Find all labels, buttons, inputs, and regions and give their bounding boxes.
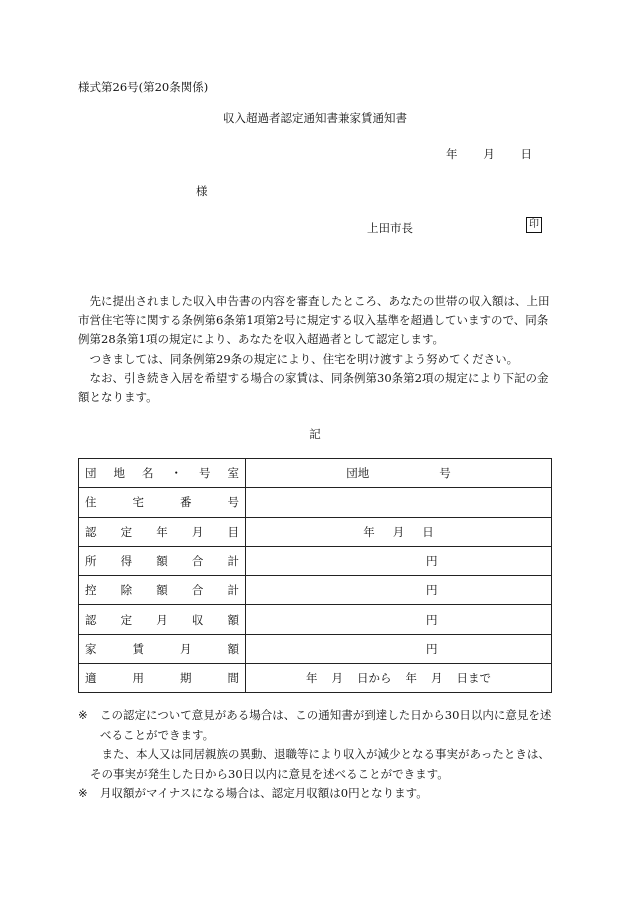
- table-row: [79, 664, 552, 693]
- row-label-char: 所: [85, 554, 97, 569]
- row-value-text: 円: [426, 554, 438, 569]
- details-table: [78, 458, 552, 693]
- row-value: [246, 459, 552, 488]
- row-label-char: 年: [156, 524, 168, 539]
- note-2-text: 月収額がマイナスになる場合は、認定月収額は0円となります。: [100, 786, 428, 800]
- row-label-char: 額: [156, 583, 168, 598]
- row-label-char: 賃: [132, 641, 144, 656]
- body-text: [78, 292, 552, 407]
- row-label: [79, 459, 246, 488]
- row-value: [246, 605, 552, 634]
- body-paragraph-1: 先に提出されました収入申告書の内容を審査したところ、あなたの世帯の収入額は、上田市営住宅等に関する条例第6条第1項第2号に規定する収入基準を超過していますので、同条例第28条第1項の規定により、あなたを収入超過者として認定します。: [78, 294, 550, 347]
- body-paragraph-3: なお、引き続き入居を希望する場合の家賃は、同条例第30条第2項の規定により下記の金額となります。: [78, 370, 549, 405]
- row-label-char: 期: [180, 671, 192, 686]
- row-label-char: 月: [156, 612, 168, 627]
- row-value-text: 月: [392, 524, 405, 539]
- row-label-char: 定: [120, 612, 133, 627]
- row-value: [246, 634, 552, 663]
- document-title: 収入超過者認定通知書兼家賃通知書: [223, 111, 407, 125]
- table-row: [79, 488, 552, 517]
- row-label-char: 宅: [132, 495, 144, 510]
- row-label: [79, 517, 246, 546]
- row-label-char: 額: [227, 612, 239, 627]
- row-label-char: 定: [120, 524, 133, 539]
- row-label-char: 号: [227, 495, 239, 510]
- row-value-text: 日から: [357, 671, 392, 686]
- row-value-text: 円: [426, 583, 438, 598]
- row-label-char: 室: [227, 466, 239, 481]
- issuer-name: 上田市長: [367, 221, 413, 235]
- row-value: [246, 546, 552, 575]
- note-1-text: この認定について意見がある場合は、この通知書が到達した日から30日以内に意見を述べることができます。: [100, 708, 552, 742]
- row-label-char: ・: [170, 466, 182, 481]
- row-value-text: 円: [426, 641, 438, 656]
- row-value-text: 年: [405, 671, 417, 686]
- row-label-char: 団: [85, 466, 97, 481]
- row-value-text: 年: [363, 524, 375, 539]
- ki-heading: 記: [309, 427, 321, 441]
- notes: [78, 706, 558, 804]
- table-row: [79, 459, 552, 488]
- row-value: [246, 517, 552, 546]
- row-label-char: 計: [227, 554, 239, 569]
- row-label-char: 除: [120, 583, 133, 598]
- row-value: [246, 664, 552, 693]
- row-label-char: 月: [180, 641, 192, 656]
- row-value-text: 日: [422, 524, 434, 539]
- row-label: [79, 605, 246, 634]
- note-mark: ※: [78, 786, 88, 800]
- row-value-text: 日まで: [456, 671, 491, 686]
- addressee-suffix: 様: [196, 184, 208, 198]
- table-row: [79, 605, 552, 634]
- row-label-char: 号: [199, 466, 211, 481]
- row-value-text: 号: [439, 466, 451, 481]
- row-value-text: 団地: [346, 466, 370, 481]
- form-number: 様式第26号(第20条関係): [78, 80, 209, 94]
- row-label-char: 目: [227, 524, 239, 539]
- row-label-char: 得: [120, 554, 133, 569]
- table-row: [79, 634, 552, 663]
- row-label-char: 地: [113, 466, 125, 481]
- row-label: [79, 664, 246, 693]
- row-label-char: 適: [85, 671, 97, 686]
- row-value-text: 年: [306, 671, 318, 686]
- table-row: [79, 576, 552, 605]
- body-paragraph-2: つきましては、同条例第29条の規定により、住宅を明け渡すよう努めてください。: [89, 351, 519, 366]
- issue-date: [446, 146, 532, 162]
- row-value-text: 月: [331, 671, 343, 686]
- row-label: [79, 488, 246, 517]
- note-2: [78, 784, 558, 804]
- row-label-char: 額: [156, 554, 168, 569]
- note-mark: ※: [78, 708, 88, 722]
- date-day-label: 日: [520, 147, 532, 161]
- row-label-char: 間: [227, 671, 239, 686]
- row-value: [246, 576, 552, 605]
- row-label-char: 番: [180, 495, 192, 510]
- row-label-char: 合: [191, 583, 204, 598]
- row-label-char: 家: [85, 641, 97, 656]
- row-label-char: 月: [191, 524, 204, 539]
- row-label-char: 認: [85, 612, 97, 627]
- row-label-char: 収: [191, 612, 204, 627]
- row-value: [246, 488, 552, 517]
- date-month-label: 月: [483, 147, 495, 161]
- date-year-label: 年: [446, 147, 458, 161]
- row-label-char: 控: [85, 583, 97, 598]
- seal-mark: 印: [526, 217, 542, 233]
- row-label-char: 計: [227, 583, 239, 598]
- table-row: [79, 517, 552, 546]
- note-1: [78, 706, 558, 745]
- row-label-char: 用: [132, 671, 144, 686]
- row-value-text: 月: [431, 671, 443, 686]
- note-1-sub-text: また、本人又は同居親族の異動、退職等により収入が減少となる事実があったときは、その事実が発生した日から30日以内に意見を述べることができます。: [90, 747, 550, 781]
- table-row: [79, 546, 552, 575]
- row-value-text: 円: [426, 612, 438, 627]
- row-label: [79, 576, 246, 605]
- row-label-char: 名: [142, 466, 154, 481]
- row-label-char: 合: [191, 554, 204, 569]
- row-label-char: 住: [85, 495, 97, 510]
- row-label-char: 認: [85, 524, 97, 539]
- row-label: [79, 634, 246, 663]
- row-label: [79, 546, 246, 575]
- row-label-char: 額: [227, 641, 239, 656]
